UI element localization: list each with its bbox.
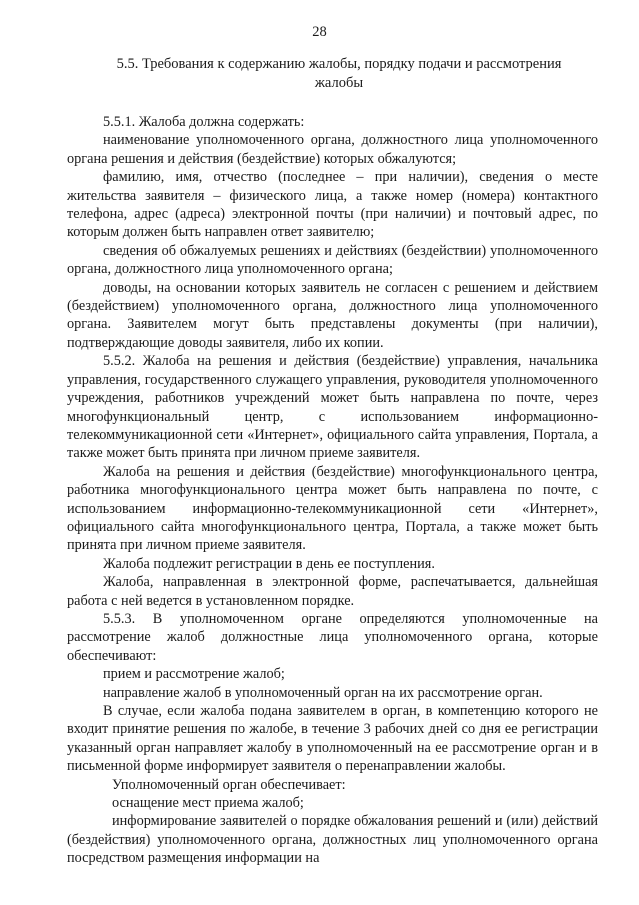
paragraph: прием и рассмотрение жалоб;	[103, 666, 285, 683]
paragraph: В случае, если жалоба подана заявителем в орган, в компетенцию которого не входит принятие решения по жалобе, в течение 3 рабочих дней со дня ее регистрации указанный орган направляет жалобу в уполномоченный на ее рассмотрение орган и в письменной форме информирует заявителя о перенаправлении жалобы.	[67, 703, 598, 775]
paragraph: информирование заявителей о порядке обжалования решений и (или) действий (бездействия) уполномоченного органа, должностных лиц уполномоченного органа посредством размещения информации на	[67, 813, 598, 867]
paragraph: 5.5.3. В уполномоченном органе определяются уполномоченные на рассмотрение жалоб должностные лица уполномоченного органа, которые обеспечивают:	[67, 610, 598, 664]
body-text	[67, 113, 598, 868]
paragraph: Жалоба на решения и действия (бездействие) многофункционального центра, работника многофункционального центра может быть направлена по почте, с использованием информационно-телекоммуникационной сети «Интернет», официального сайта многофункционального центра, Портала, а также может быть принята при личном приеме заявителя.	[67, 463, 598, 554]
paragraph: направление жалоб в уполномоченный орган на их рассмотрение орган.	[103, 684, 543, 701]
paragraph: 5.5.2. Жалоба на решения и действия (бездействие) управления, начальника управления, государственного служащего управления, руководителя уполномоченного учреждения, работников учреждений может быть направлена по почте, через многофункциональный центр, с использованием информационно-телекоммуникационной сети «Интернет», официального сайта управления, Портала, а также может быть принята при личном приеме заявителя.	[67, 353, 598, 462]
paragraph: Жалоба подлежит регистрации в день ее поступления.	[103, 555, 435, 572]
section-heading: 5.5. Требования к содержанию жалобы, порядку подачи и рассмотрения жалобы	[116, 56, 562, 91]
paragraph: Уполномоченный орган обеспечивает:	[112, 776, 346, 793]
paragraph: 5.5.1. Жалоба должна содержать:	[103, 114, 305, 130]
paragraph: доводы, на основании которых заявитель не согласен с решением и действием (бездействием) уполномоченного органа, должностного лица уполномоченного органа. Заявителем могут быть представлены документы (при наличии), подтверждающие доводы заявителя, либо их копии.	[67, 279, 598, 351]
paragraph: сведения об обжалуемых решениях и действиях (бездействии) уполномоченного органа, должностного лица уполномоченного органа;	[67, 242, 598, 278]
paragraph: оснащение мест приема жалоб;	[112, 795, 304, 812]
paragraph: фамилию, имя, отчество (последнее – при наличии), сведения о месте жительства заявителя – физического лица, а также номер (номера) контактного телефона, адрес (адреса) электронной почты (при наличии) и почтовый адрес, по которым должен быть направлен ответ заявителю;	[67, 169, 598, 241]
paragraph: наименование уполномоченного органа, должностного лица уполномоченного органа решения и действия (бездействие) которых обжалуются;	[67, 132, 598, 167]
page-number: 28	[312, 24, 327, 40]
paragraph: Жалоба, направленная в электронной форме, распечатывается, дальнейшая работа с ней ведется в установленном порядке.	[67, 574, 598, 609]
